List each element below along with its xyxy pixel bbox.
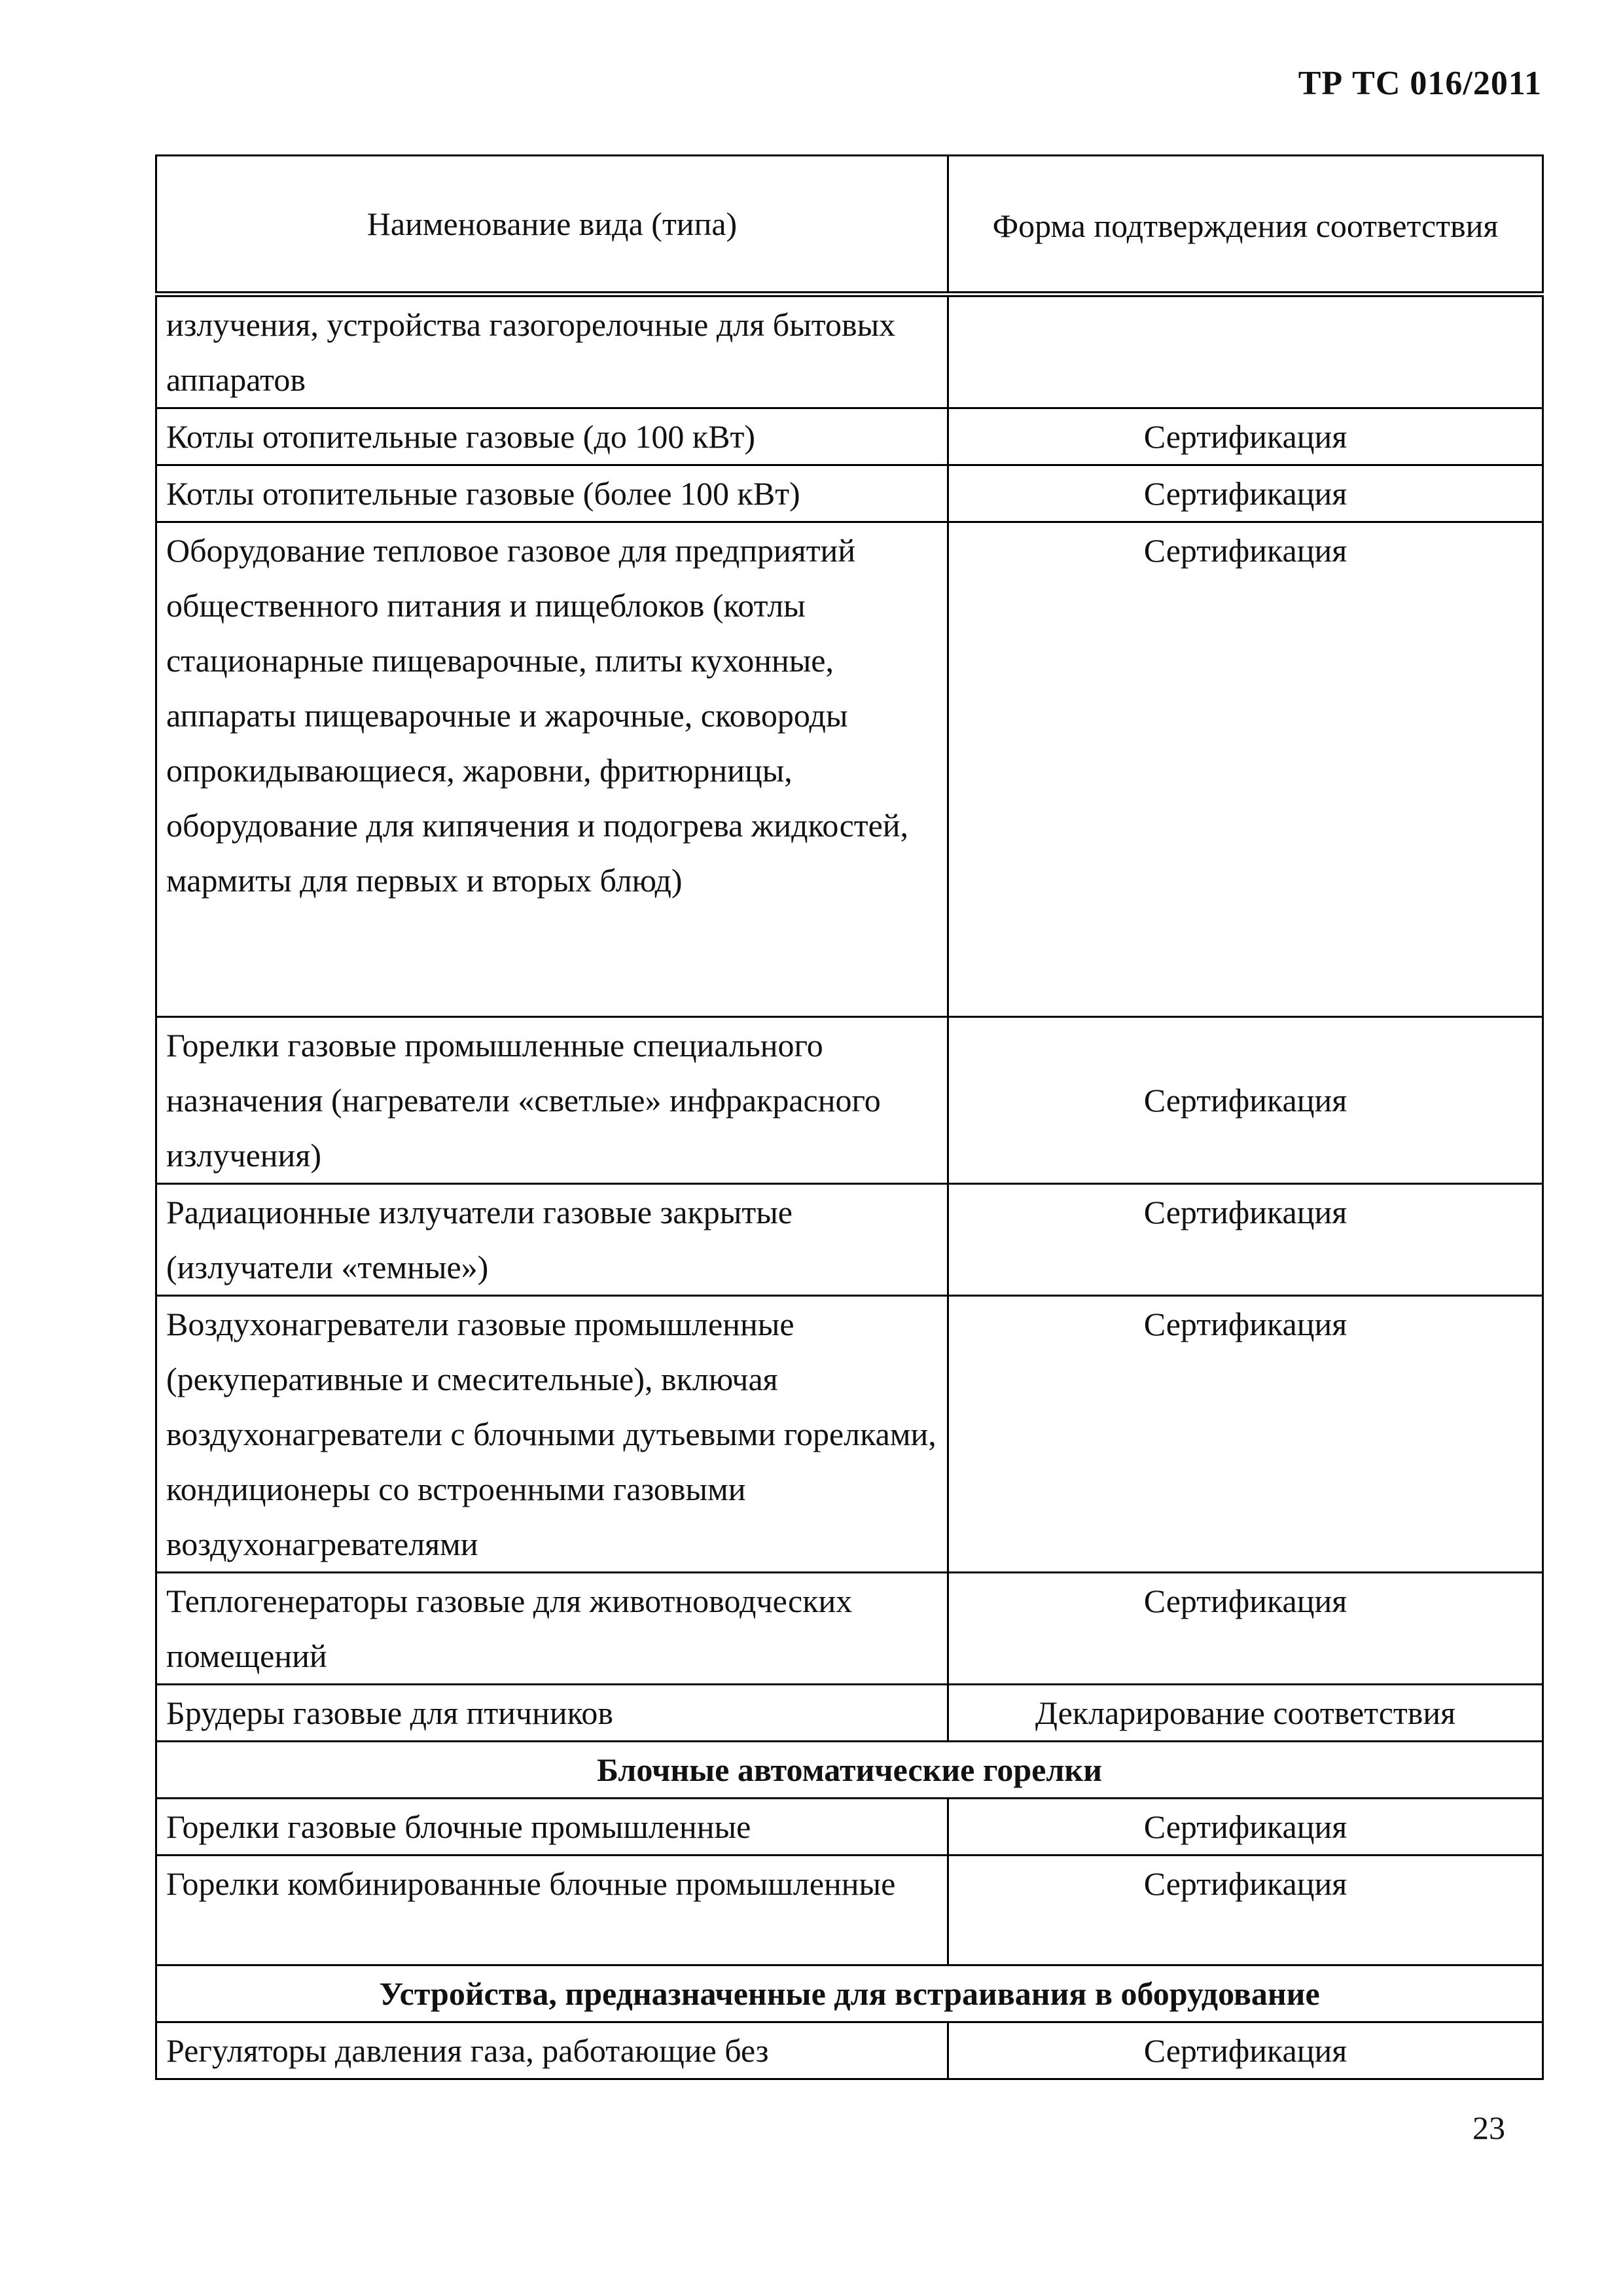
row-name: излучения, устройства газогорелочные для бытовых аппаратов [156, 295, 948, 408]
table-row [156, 1799, 1543, 1856]
table-row [156, 1573, 1543, 1685]
row-form: Сертификация [948, 1296, 1543, 1573]
section-header-row [156, 1965, 1543, 2022]
section-header-row [156, 1742, 1543, 1799]
section-title: Блочные автоматические горелки [156, 1742, 1543, 1799]
row-form: Сертификация [948, 522, 1543, 1017]
table-row [156, 1685, 1543, 1742]
row-form: Сертификация [948, 1799, 1543, 1856]
section-title: Устройства, предназначенные для встраивания в оборудование [156, 1965, 1543, 2022]
document-code: ТР ТС 016/2011 [1298, 65, 1542, 102]
row-form: Сертификация [948, 2022, 1543, 2079]
table-row [156, 522, 1543, 1017]
row-name: Теплогенераторы газовые для животноводческих помещений [156, 1573, 948, 1685]
table-header-row [156, 156, 1543, 295]
row-form: Сертификация [948, 1856, 1543, 1965]
row-name: Котлы отопительные газовые (до 100 кВт) [156, 408, 948, 465]
table-row [156, 2022, 1543, 2079]
row-form [948, 295, 1543, 408]
table-row [156, 408, 1543, 465]
row-form: Сертификация [948, 1017, 1543, 1184]
row-name: Радиационные излучатели газовые закрытые (излучатели «темные») [156, 1184, 948, 1296]
table-row [156, 1296, 1543, 1573]
row-name: Брудеры газовые для птичников [156, 1685, 948, 1742]
row-form: Сертификация [948, 465, 1543, 522]
column-header-form: Форма подтверждения соответствия [948, 156, 1543, 295]
table-row [156, 465, 1543, 522]
table-row [156, 1184, 1543, 1296]
row-name: Оборудование тепловое газовое для предприятий общественного питания и пищеблоков (котлы стационарные пищеварочные, плиты кухонные, аппараты пищеварочные и жарочные, сковороды опрокидывающиеся, жаровни, фритюрницы, оборудование для кипячения и подогрева жидкостей, мармиты для первых и вторых блюд) [156, 522, 948, 1017]
row-name: Горелки газовые блочные промышленные [156, 1799, 948, 1856]
row-form: Сертификация [948, 408, 1543, 465]
row-form: Сертификация [948, 1573, 1543, 1685]
table-row [156, 1856, 1543, 1965]
conformity-table [155, 154, 1544, 2080]
row-form: Декларирование соответствия [948, 1685, 1543, 1742]
row-name: Котлы отопительные газовые (более 100 кВт) [156, 465, 948, 522]
row-name: Регуляторы давления газа, работающие без [156, 2022, 948, 2079]
row-name: Горелки комбинированные блочные промышленные [156, 1856, 948, 1965]
row-form: Сертификация [948, 1184, 1543, 1296]
table-row [156, 295, 1543, 408]
row-name: Горелки газовые промышленные специального назначения (нагреватели «светлые» инфракрасного излучения) [156, 1017, 948, 1184]
table-row [156, 1017, 1543, 1184]
row-name: Воздухонагреватели газовые промышленные (рекуперативные и смесительные), включая воздухонагреватели с блочными дутьевыми горелками, кондиционеры со встроенными газовыми воздухонагревателями [156, 1296, 948, 1573]
column-header-name: Наименование вида (типа) [156, 156, 948, 295]
page-number: 23 [1472, 2109, 1505, 2146]
